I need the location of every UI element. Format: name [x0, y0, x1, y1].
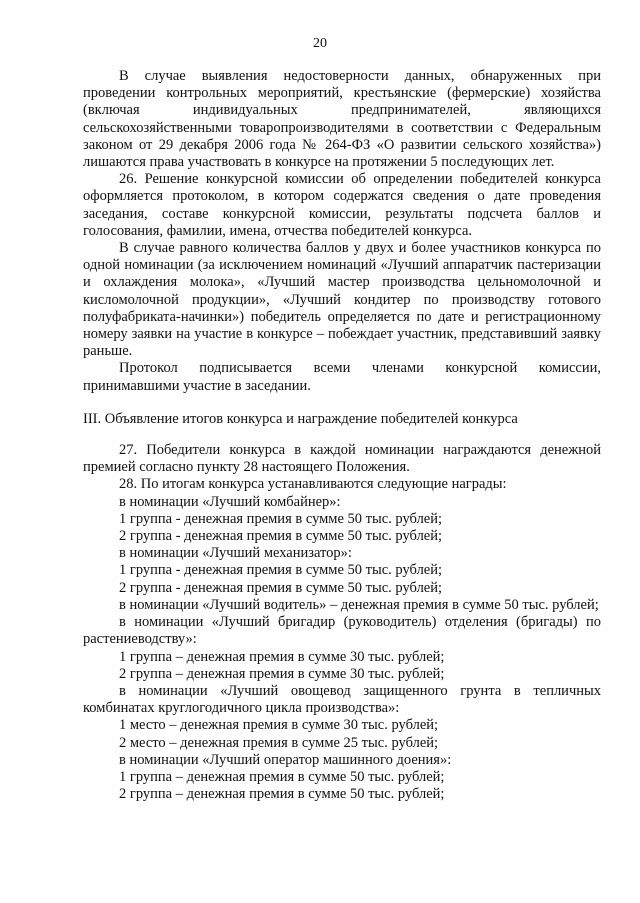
list-item: 1 группа - денежная премия в сумме 50 тыс. рублей;	[119, 562, 443, 579]
paragraph-26: 26. Решение конкурсной комиссии об определении победителей конкурса оформляется протоколом, в котором содержатся сведения о дате проведения заседания, составе конкурсной комиссии, результаты подсчета баллов и голосования, фамилии, имена, отчества победителей конкурса.	[83, 171, 601, 239]
list-item: 1 группа – денежная премия в сумме 50 тыс. рублей;	[119, 768, 445, 785]
paragraph-28: 28. По итогам конкурса устанавливаются следующие награды:	[119, 476, 507, 493]
paragraph-equal-points: В случае равного количества баллов у двух и более участников конкурса по одной номинации (за исключением номинаций «Лучший аппаратчик пастеризации и охлаждения молока», «Лучший мастер производства цельномолочной и кисломолочной продукции», «Лучший кондитер по производству готового полуфабриката-начинки») победитель определяется по дате и регистрационному номеру заявки на участие в конкурсе – побеждает участник, представивший заявку раньше.	[83, 240, 601, 360]
list-item: 2 группа – денежная премия в сумме 50 тыс. рублей;	[119, 786, 445, 803]
paragraph-protocol-signing: Протокол подписывается всеми членами конкурсной комиссии, принимавшими участие в заседании.	[83, 360, 601, 394]
list-item: 2 группа - денежная премия в сумме 50 тыс. рублей;	[119, 579, 443, 596]
list-item: 2 группа – денежная премия в сумме 30 тыс. рублей;	[119, 665, 445, 682]
list-item: в номинации «Лучший овощевод защищенного грунта в тепличных комбинатах круглогодичного цикла производства»:	[83, 682, 601, 717]
list-item: 1 группа - денежная премия в сумме 50 тыс. рублей;	[119, 510, 443, 527]
list-item: в номинации «Лучший механизатор»:	[119, 545, 352, 562]
list-item: в номинации «Лучший бригадир (руководитель) отделения (бригады) по растениеводству»:	[83, 614, 601, 648]
list-item: в номинации «Лучший комбайнер»:	[119, 493, 341, 510]
paragraph-27: 27. Победители конкурса в каждой номинации награждаются денежной премией согласно пункту 28 настоящего Положения.	[83, 442, 601, 476]
list-item: 1 место – денежная премия в сумме 30 тыс. рублей;	[119, 717, 439, 734]
list-item: 2 группа - денежная премия в сумме 50 тыс. рублей;	[119, 528, 443, 545]
list-item: в номинации «Лучший водитель» – денежная премия в сумме 50 тыс. рублей;	[119, 596, 599, 613]
paragraph-unreliable-data: В случае выявления недостоверности данных, обнаруженных при проведении контрольных мероприятий, крестьянские (фермерские) хозяйства (включая индивидуальных предпринимателей, являющихся сельскохозяйственными товаропроизводителями в соответствии с Федеральным законом от 29 декабря 2006 года № 264-ФЗ «О развитии сельского хозяйства») лишаются права участвовать в конкурсе на протяжении 5 последующих лет.	[83, 68, 601, 171]
list-item: 2 место – денежная премия в сумме 25 тыс. рублей;	[119, 734, 439, 751]
list-item: в номинации «Лучший оператор машинного доения»:	[119, 751, 452, 768]
list-item: 1 группа – денежная премия в сумме 30 тыс. рублей;	[119, 648, 445, 665]
section-heading: III. Объявление итогов конкурса и награждение победителей конкурса	[83, 410, 518, 427]
document-body	[83, 68, 601, 803]
page-number: 20	[313, 36, 327, 51]
